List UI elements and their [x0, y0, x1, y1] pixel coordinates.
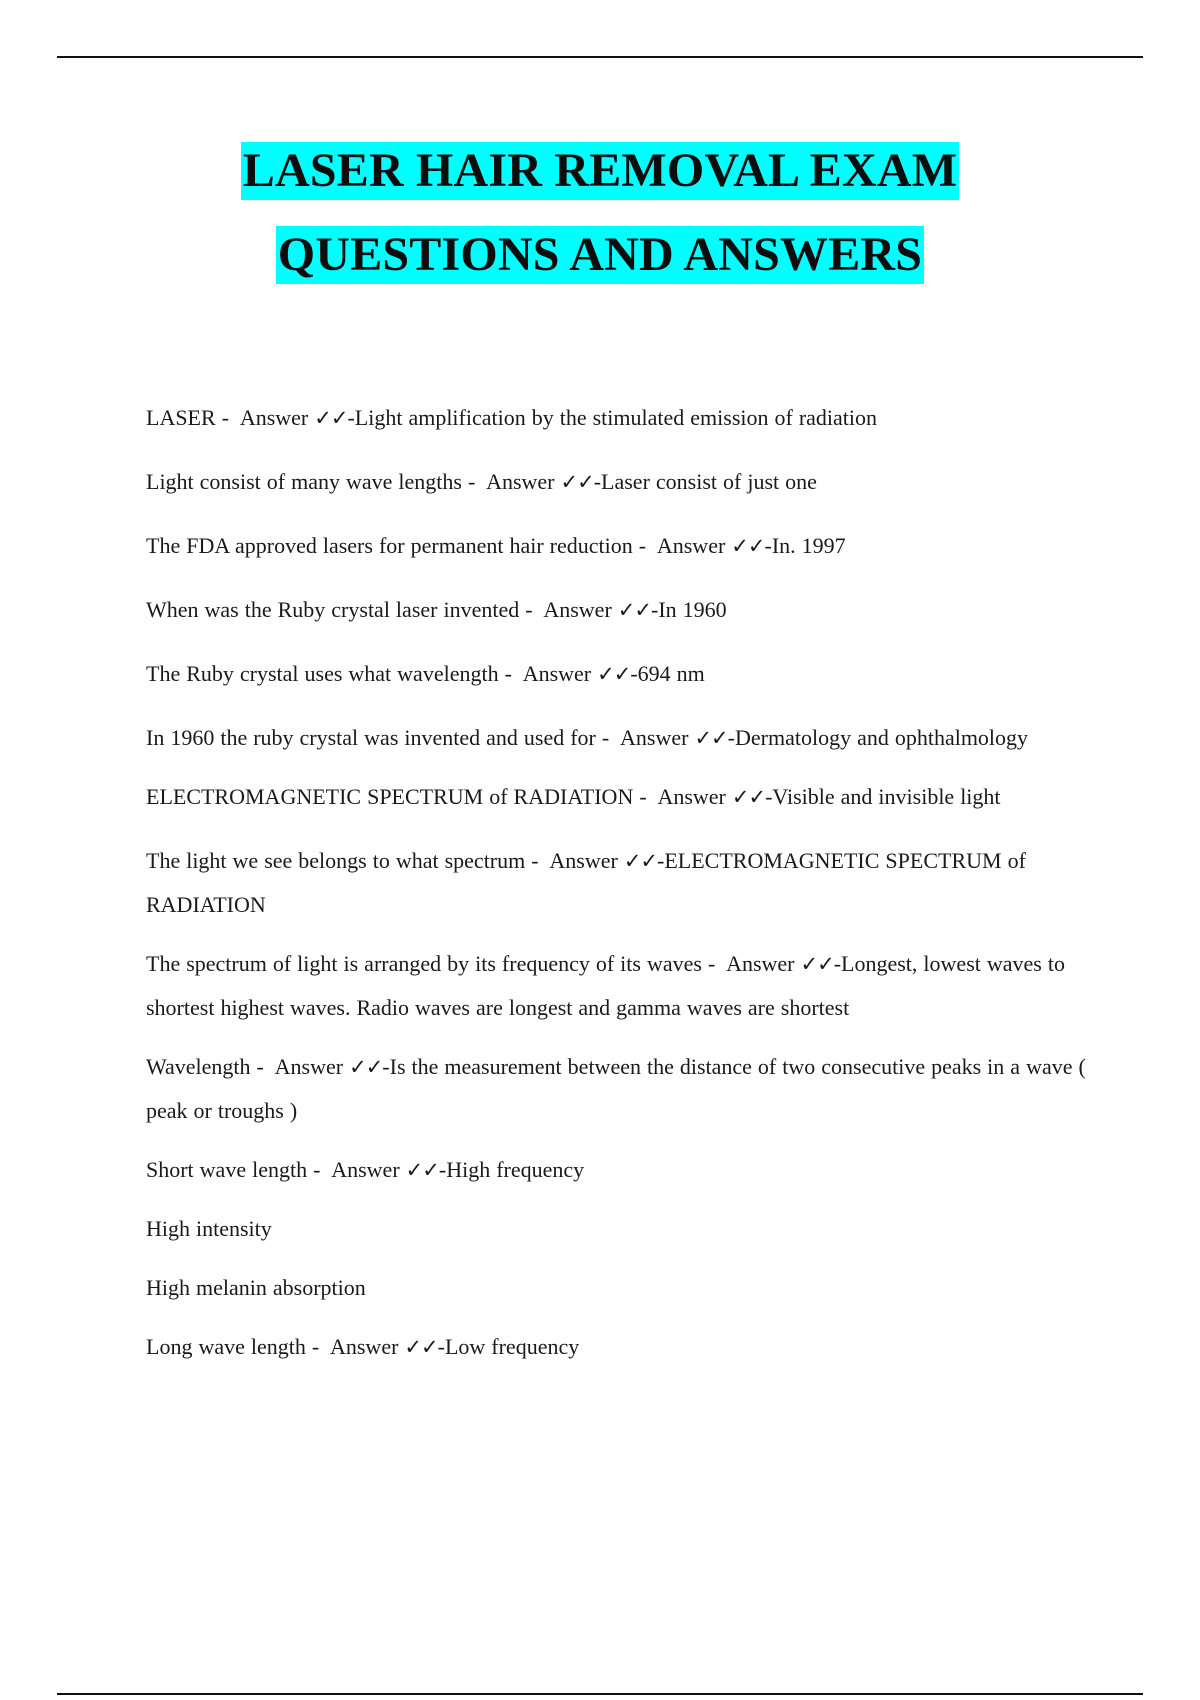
qa-list — [146, 396, 1096, 1389]
answer-text: Is the measurement between the distance of two consecutive peaks in a wave ( peak or troughs ) — [146, 1054, 1086, 1123]
question-text: In 1960 the ruby crystal was invented and used for — [146, 725, 596, 750]
question-text: The Ruby crystal uses what wavelength — [146, 661, 499, 686]
answer-text: Dermatology and ophthalmology — [734, 725, 1029, 750]
answer-label: Answer — [657, 784, 726, 809]
qa-item: The light we see belongs to what spectrum - Answer ✓✓-ELECTROMAGNETIC SPECTRUM of RADIATION — [146, 848, 1026, 917]
answer-text: In. 1997 — [771, 533, 846, 558]
qa-item: Light consist of many wave lengths - Answer ✓✓-Laser consist of just one — [146, 469, 817, 494]
double-check-icon: ✓✓ — [560, 470, 594, 494]
question-text: Wavelength — [146, 1054, 251, 1079]
answer-continuation: High melanin absorption — [146, 1275, 366, 1300]
answer-text: Low frequency — [444, 1334, 580, 1359]
qa-item: The spectrum of light is arranged by its frequency of its waves - Answer ✓✓-Longest, lowest waves to shortest highest waves. Radio waves are longest and gamma waves are shortest — [146, 951, 1065, 1020]
double-check-icon: ✓✓ — [694, 726, 728, 750]
double-check-icon: ✓✓ — [597, 662, 631, 686]
answer-text: ELECTROMAGNETIC SPECTRUM of RADIATION — [146, 848, 1026, 917]
double-check-icon: ✓✓ — [349, 1055, 383, 1079]
double-check-icon: ✓✓ — [405, 1158, 439, 1182]
qa-item: LASER - Answer ✓✓-Light amplification by the stimulated emission of radiation — [146, 405, 878, 430]
double-check-icon: ✓✓ — [617, 598, 651, 622]
document-title — [0, 140, 1200, 308]
answer-label: Answer — [274, 1054, 344, 1079]
top-rule — [57, 56, 1143, 58]
answer-label: Answer — [522, 661, 592, 686]
qa-item — [146, 1207, 1096, 1251]
qa-item: Long wave length - Answer ✓✓-Low frequency — [146, 1334, 580, 1359]
question-text: ELECTROMAGNETIC SPECTRUM of RADIATION — [146, 784, 634, 809]
question-text: Light consist of many wave lengths — [146, 469, 462, 494]
question-text: The spectrum of light is arranged by its frequency of its waves — [146, 951, 702, 976]
answer-label: Answer — [620, 725, 689, 750]
qa-item: The FDA approved lasers for permanent hair reduction - Answer ✓✓-In. 1997 — [146, 533, 846, 558]
question-text: The FDA approved lasers for permanent hair reduction — [146, 533, 633, 558]
title-line-1-wrapper — [0, 140, 1200, 224]
title-line-2: QUESTIONS AND ANSWERS — [276, 226, 924, 284]
answer-label: Answer — [331, 1157, 400, 1182]
answer-text: Laser consist of just one — [601, 469, 817, 494]
double-check-icon: ✓✓ — [731, 534, 765, 558]
double-check-icon: ✓✓ — [314, 406, 348, 430]
question-text: The light we see belongs to what spectrum — [146, 848, 526, 873]
answer-text: High frequency — [446, 1157, 585, 1182]
title-line-1: LASER HAIR REMOVAL EXAM — [241, 142, 959, 200]
double-check-icon: ✓✓ — [731, 785, 766, 809]
answer-text: In 1960 — [658, 597, 727, 622]
answer-label: Answer — [726, 951, 795, 976]
answer-label: Answer — [549, 848, 618, 873]
qa-item: ELECTROMAGNETIC SPECTRUM of RADIATION - Answer ✓✓-Visible and invisible light — [146, 784, 1001, 809]
double-check-icon: ✓✓ — [404, 1335, 438, 1359]
question-text: Long wave length — [146, 1334, 306, 1359]
answer-label: Answer — [486, 469, 555, 494]
question-text: Short wave length — [146, 1157, 308, 1182]
answer-text: Visible and invisible light — [772, 784, 1001, 809]
question-text: When was the Ruby crystal laser invented — [146, 597, 520, 622]
qa-item: Wavelength - Answer ✓✓-Is the measurement between the distance of two consecutive peaks in a wave ( peak or troughs ) — [146, 1054, 1086, 1123]
answer-continuation: High intensity — [146, 1216, 272, 1241]
bottom-rule — [57, 1693, 1143, 1695]
double-check-icon: ✓✓ — [800, 952, 834, 976]
answer-label: Answer — [656, 533, 726, 558]
answer-label: Answer — [329, 1334, 399, 1359]
answer-text: Light amplification by the stimulated emission of radiation — [354, 405, 878, 430]
qa-item: Short wave length - Answer ✓✓-High frequency — [146, 1157, 585, 1182]
answer-label: Answer — [543, 597, 612, 622]
answer-text: Longest, lowest waves to shortest highest waves. Radio waves are longest and gamma waves are shortest — [146, 951, 1065, 1020]
title-line-2-wrapper — [0, 224, 1200, 308]
qa-item — [146, 1266, 1096, 1310]
qa-item: When was the Ruby crystal laser invented - Answer ✓✓-In 1960 — [146, 597, 727, 622]
double-check-icon: ✓✓ — [623, 849, 658, 873]
qa-item: In 1960 the ruby crystal was invented and used for - Answer ✓✓-Dermatology and ophthalmology — [146, 725, 1029, 750]
answer-label: Answer — [239, 405, 309, 430]
answer-text: 694 nm — [637, 661, 705, 686]
question-text: LASER — [146, 405, 216, 430]
qa-item: The Ruby crystal uses what wavelength - Answer ✓✓-694 nm — [146, 661, 705, 686]
